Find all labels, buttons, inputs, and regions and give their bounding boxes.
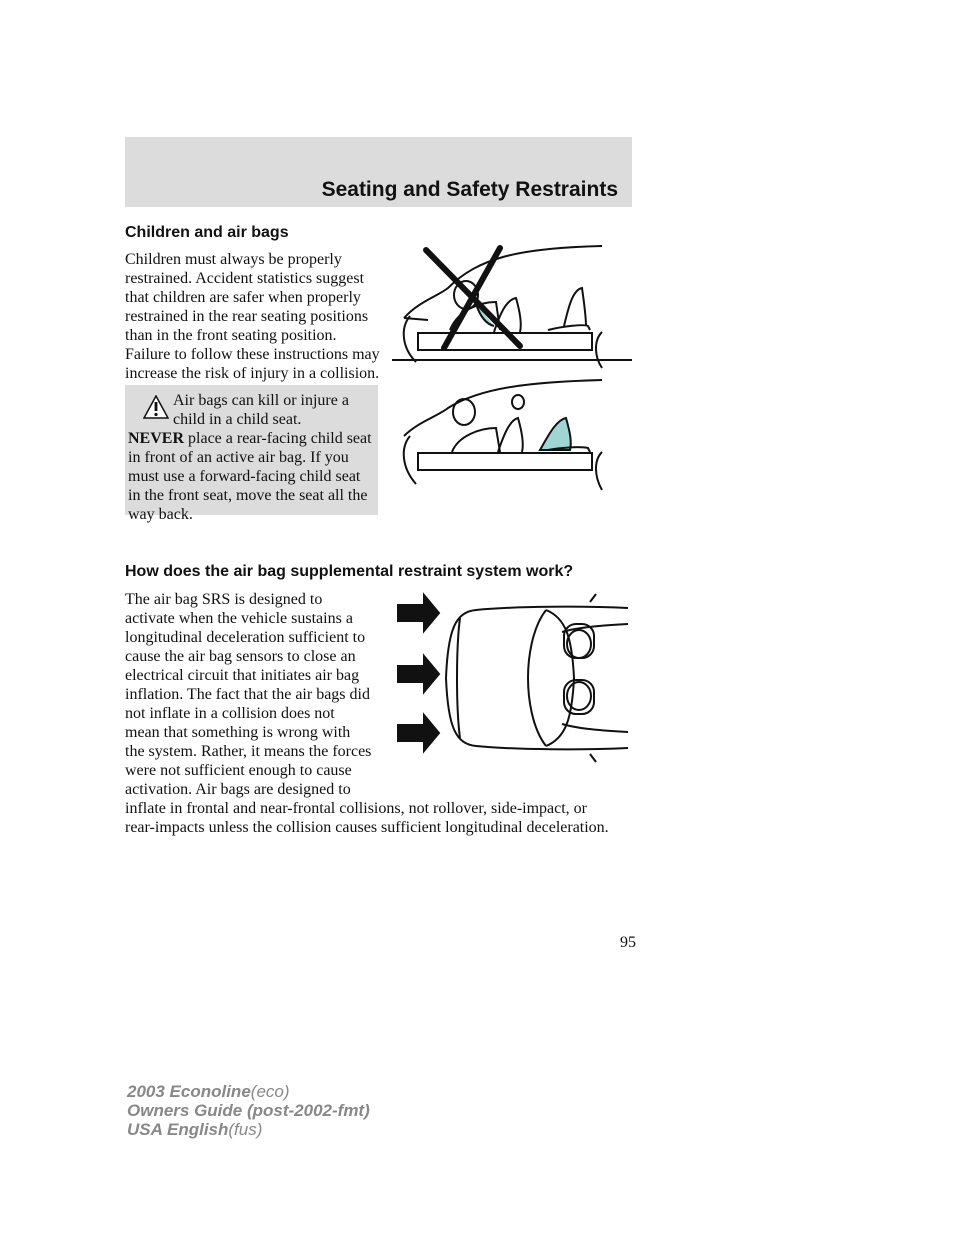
warning-rest: place a rear-facing child seat in front of an active air bag. If you must use a forward-facing child seat in the front seat, move the seat all the way back. bbox=[128, 430, 372, 523]
footer-model-code: (eco) bbox=[250, 1082, 290, 1101]
footer bbox=[127, 1082, 370, 1139]
impact-arrow-icon bbox=[398, 595, 439, 631]
illustration-rear-facing-seat-crossed bbox=[388, 240, 632, 375]
children-paragraph: Children must always be properly restrained. Accident statistics suggest that children are safer when properly restrained in the rear seating positions than in the front seating position. Failure to follow these instructions may increase the risk of injury in a collision. bbox=[125, 251, 380, 382]
heading-srs-work: How does the air bag supplemental restraint system work? bbox=[125, 563, 574, 580]
footer-guide: Owners Guide (post-2002-fmt) bbox=[127, 1101, 370, 1120]
header-band bbox=[125, 137, 632, 207]
illustration-rear-seat-child bbox=[388, 378, 632, 496]
illustration-frontal-impact bbox=[396, 588, 628, 768]
page-number: 95 bbox=[620, 934, 636, 951]
warning-text bbox=[128, 429, 374, 524]
footer-language-code: (fus) bbox=[228, 1120, 263, 1139]
srs-text: The air bag SRS is designed to activate when the vehicle sustains a longitudinal deceleration sufficient to cause the air bag sensors to close an electrical circuit that initiates air bag inflation. The fact that the air bags did not inflate in a collision does not mean that something is wrong with the system. Rather, it means the forces were not sufficient enough to cause activation. Air bags are designed to inflate in frontal and near-frontal collisions, not rollover, side-impact, or rear-impacts unless the collision causes sufficient longitudinal deceleration. bbox=[125, 591, 609, 836]
warning-triangle-icon bbox=[143, 395, 169, 419]
warning-box bbox=[125, 385, 378, 523]
impact-arrow-icon bbox=[398, 715, 439, 751]
heading-children-air-bags: Children and air bags bbox=[125, 224, 289, 241]
footer-language: USA English bbox=[127, 1120, 229, 1139]
impact-arrow-icon bbox=[398, 656, 439, 692]
section-title: Seating and Safety Restraints bbox=[321, 178, 618, 201]
warning-line: Air bags can kill or injure a child in a child seat. bbox=[173, 392, 349, 428]
footer-model: 2003 Econoline bbox=[127, 1082, 251, 1101]
never-label: NEVER bbox=[128, 430, 185, 447]
